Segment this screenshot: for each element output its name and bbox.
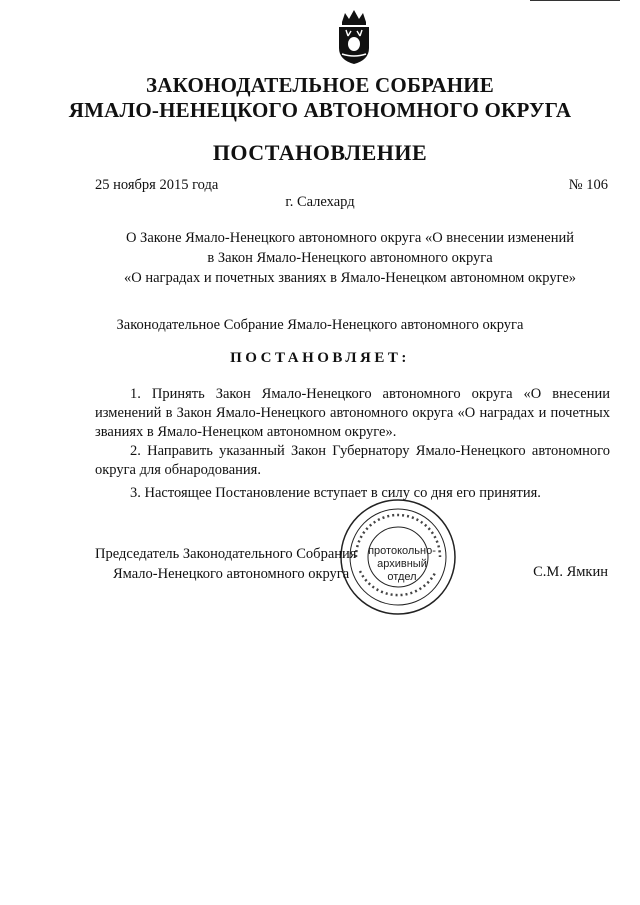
subject-line: О Законе Ямало-Ненецкого автономного округа «О внесении изменений — [125, 230, 575, 246]
institution-region: ЯМАЛО-НЕНЕЦКОГО АВТОНОМНОГО ОКРУГА — [68, 98, 572, 122]
document-subject — [90, 228, 610, 288]
resolution-item: 3. Настоящее Постановление вступает в силу со дня его принятия. — [130, 485, 541, 501]
signatory-title — [95, 544, 356, 584]
stamp-line: отдел — [387, 571, 417, 583]
document-city: г. Салехард — [285, 194, 355, 210]
resolves-heading: ПОСТАНОВЛЯЕТ: — [230, 350, 410, 366]
signatory-title-line: Председатель Законодательного Собрания — [95, 546, 357, 562]
stamp-line: протокольно- — [368, 545, 436, 557]
document-date: 25 ноября 2015 года — [95, 177, 219, 193]
document-number: № 106 — [568, 177, 608, 193]
resolution-item: 2. Направить указанный Закон Губернатору Ямало-Ненецкого автономного округа для обнародования. — [95, 443, 610, 478]
institution-title: ЗАКОНОДАТЕЛЬНОЕ СОБРАНИЕ — [145, 73, 495, 97]
subject-line: в Закон Ямало-Ненецкого автономного округа — [207, 250, 493, 266]
stamp-inner-text — [363, 545, 441, 584]
top-edge-line — [530, 0, 620, 1]
signatory-name: С.М. Ямкин — [533, 564, 608, 580]
signatory-title-line: Ямало-Ненецкого автономного округа — [113, 566, 350, 582]
resolution-items — [95, 385, 610, 503]
subject-line: «О наградах и почетных званиях в Ямало-Ненецком автономном округе» — [123, 270, 577, 286]
stamp-line: архивный — [377, 558, 427, 570]
resolution-item: 1. Принять Закон Ямало-Ненецкого автономного округа «О внесении изменений в Закон Ямало-Ненецкого автономного округа «О наградах и почетных званиях в Ямало-Ненецком автономном округе». — [95, 386, 610, 440]
document-type: ПОСТАНОВЛЕНИЕ — [212, 140, 428, 165]
assembly-statement: Законодательное Собрание Ямало-Ненецкого автономного округа — [116, 317, 524, 333]
coat-of-arms-icon — [334, 8, 374, 66]
